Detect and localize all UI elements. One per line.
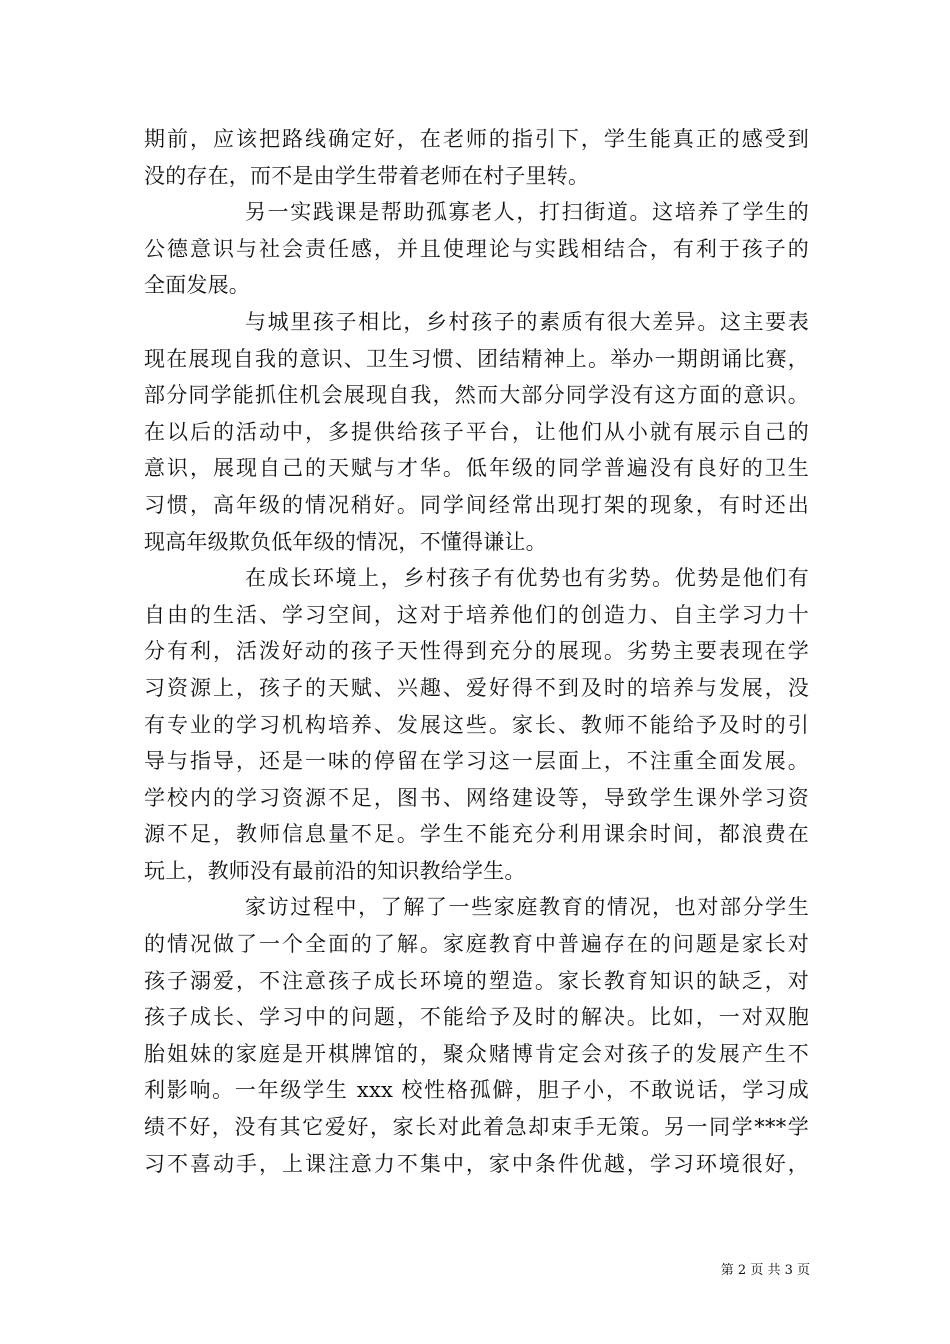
- paragraph-first-line: 另一实践课是帮助孤寡老人，打扫街道。这培养了学生的: [245, 200, 809, 225]
- text-line: 导与指导，还是一味的停留在学习这一层面上，不注重全面发展。: [144, 749, 809, 774]
- text-line: 公德意识与社会责任感，并且使理论与实践相结合，有利于孩子的: [144, 236, 809, 261]
- text-line: 玩上，教师没有最前沿的知识教给学生。: [144, 858, 526, 883]
- text-line: 胎姐妹的家庭是开棋牌馆的，聚众赌博肯定会对孩子的发展产生不: [144, 1041, 809, 1066]
- text-line: 现在展现自我的意识、卫生习惯、团结精神上。举办一期朗诵比赛，: [144, 346, 809, 371]
- text-line: 自由的生活、学习空间，这对于培养他们的创造力、自主学习力十: [144, 602, 809, 627]
- text-line: 部分同学能抓住机会展现自我，然而大部分同学没有这方面的意识。: [144, 383, 809, 408]
- text-line: 利影响。一年级学生 xxx 校性格孤僻，胆子小，不敢说话，学习成: [144, 1078, 809, 1103]
- text-line: 现高年级欺负低年级的情况，不懂得谦让。: [144, 529, 547, 554]
- text-line: 绩不好，没有其它爱好，家长对此着急却束手无策。另一同学***学: [144, 1115, 809, 1140]
- body-text: [144, 121, 809, 1182]
- text-line: 孩子溺爱，不注意孩子成长环境的塑造。家长教育知识的缺乏，对: [144, 968, 809, 993]
- text-line: 分有利，活泼好动的孩子天性得到充分的展现。劣势主要表现在学: [144, 639, 809, 664]
- text-line: 习资源上，孩子的天赋、兴趣、爱好得不到及时的培养与发展，没: [144, 675, 809, 700]
- text-line: 全面发展。: [144, 273, 250, 298]
- text-line: 孩子成长、学习中的问题，不能给予及时的解决。比如，一对双胞: [144, 1005, 809, 1030]
- page-number: 第 2 页 共 3 页: [720, 1263, 810, 1278]
- text-line: 的情况做了一个全面的了解。家庭教育中普遍存在的问题是家长对: [144, 932, 809, 957]
- text-line: 期前，应该把路线确定好，在老师的指引下，学生能真正的感受到: [144, 127, 809, 151]
- text-line: 习惯，高年级的情况稍好。同学间经常出现打架的现象，有时还出: [144, 492, 809, 517]
- paragraph-first-line: 与城里孩子相比，乡村孩子的素质有很大差异。这主要表: [245, 309, 809, 334]
- paragraph-first-line: 家访过程中，了解了一些家庭教育的情况，也对部分学生: [245, 895, 809, 920]
- text-line: 习不喜动手，上课注意力不集中，家中条件优越，学习环境很好，: [144, 1151, 809, 1176]
- text-line: 在以后的活动中，多提供给孩子平台，让他们从小就有展示自己的: [144, 419, 809, 444]
- paragraph-first-line: 在成长环境上，乡村孩子有优势也有劣势。优势是他们有: [245, 566, 809, 591]
- text-line: 有专业的学习机构培养、发展这些。家长、教师不能给予及时的引: [144, 712, 809, 737]
- text-line: 没的存在，而不是由学生带着老师在村子里转。: [144, 163, 590, 188]
- text-line: 源不足，教师信息量不足。学生不能充分利用课余时间，都浪费在: [144, 822, 809, 847]
- text-line: 意识，展现自己的天赋与才华。低年级的同学普遍没有良好的卫生: [144, 456, 809, 481]
- text-line: 学校内的学习资源不足，图书、网络建设等，导致学生课外学习资: [144, 785, 809, 810]
